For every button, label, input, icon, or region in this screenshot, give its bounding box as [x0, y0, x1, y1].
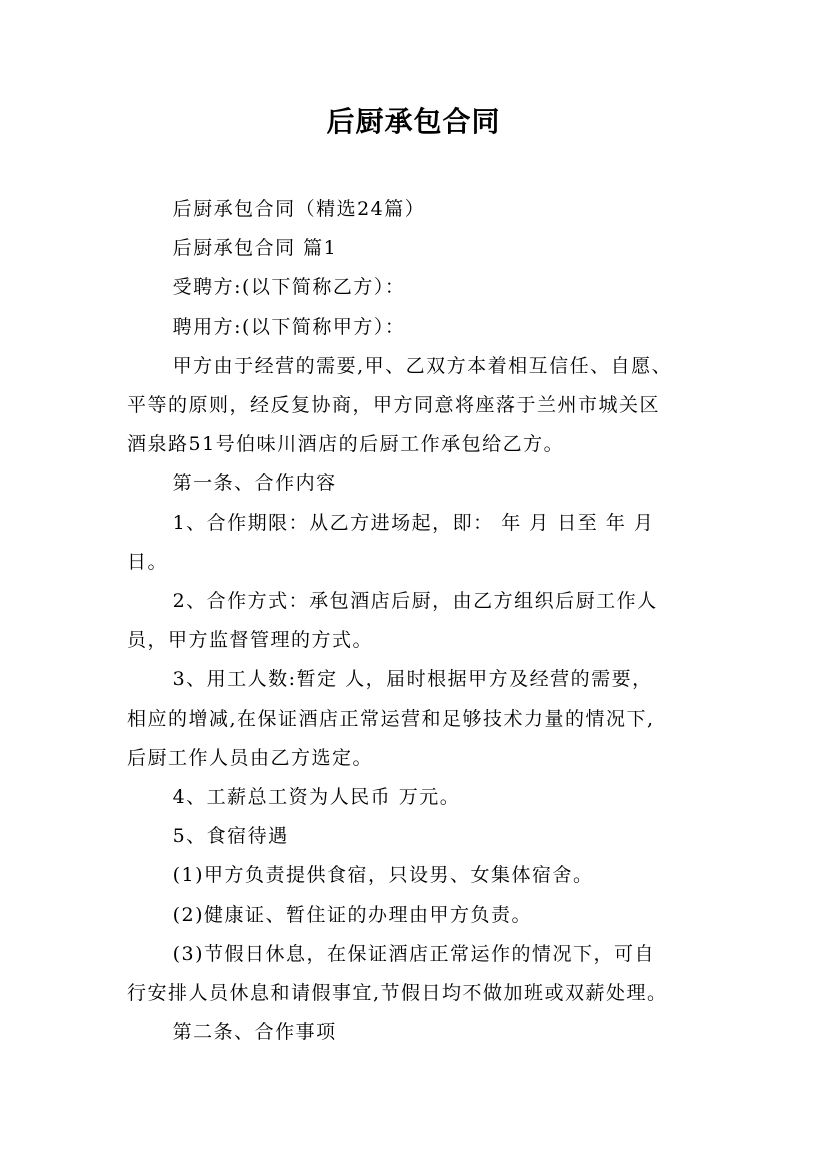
text-line: 行安排人员休息和请假事宜,节假日均不做加班或双薪处理。 — [127, 982, 668, 1005]
text-line: 员，甲方监督管理的方式。 — [127, 629, 374, 652]
paragraph-preamble — [127, 347, 717, 465]
text-line: (3)节假日休息，在保证酒店正常运作的情况下，可自 — [172, 942, 656, 965]
text-line: 第一条、合作内容 — [172, 472, 337, 495]
text-line: 甲方由于经营的需要,甲、乙双方本着相互信任、自愿、 — [172, 354, 673, 377]
paragraph-employer-party — [127, 308, 717, 347]
text-line: 3、用工人数:暂定 人，届时根据甲方及经营的需要， — [172, 668, 653, 691]
paragraph-section-1-heading — [127, 464, 717, 503]
paragraph-article-heading — [127, 229, 717, 268]
paragraph-item-2 — [127, 582, 717, 660]
paragraph-item-5-3 — [127, 935, 717, 1013]
text-line: 2、合作方式：承包酒店后厨，由乙方组织后厨工作人 — [172, 590, 658, 613]
paragraph-item-1 — [127, 504, 717, 582]
text-line: 后厨承包合同 篇1 — [172, 237, 338, 260]
text-line: 后厨承包合同（精选24篇） — [172, 198, 426, 220]
text-line: 相应的增减,在保证酒店正常运营和足够技术力量的情况下, — [127, 707, 655, 730]
paragraph-subtitle — [127, 190, 717, 229]
text-line: 1、合作期限：从乙方进场起，即： 年 月 日至 年 月 — [172, 511, 655, 534]
text-line: (2)健康证、暂住证的办理由甲方负责。 — [172, 903, 533, 926]
paragraph-item-3 — [127, 660, 717, 778]
paragraph-employee-party — [127, 268, 717, 307]
paragraph-section-2-heading — [127, 1013, 717, 1052]
text-line: 平等的原则，经反复协商，甲方同意将座落于兰州市城关区 — [127, 394, 661, 417]
text-line: 酒泉路51号伯味川酒店的后厨工作承包给乙方。 — [127, 433, 565, 456]
text-line: 后厨工作人员由乙方选定。 — [127, 746, 374, 769]
text-line: 4、工薪总工资为人民币 万元。 — [172, 786, 461, 809]
text-line: (1)甲方负责提供食宿，只设男、女集体宿舍。 — [172, 864, 594, 887]
paragraph-item-5 — [127, 817, 717, 856]
paragraph-item-4 — [127, 778, 717, 817]
text-line: 5、食宿待遇 — [172, 825, 289, 848]
document-body — [127, 190, 717, 1052]
paragraph-item-5-1 — [127, 856, 717, 895]
text-line: 受聘方:(以下简称乙方）： — [172, 276, 406, 299]
paragraph-item-5-2 — [127, 896, 717, 935]
text-line: 日。 — [127, 550, 169, 573]
text-line: 第二条、合作事项 — [172, 1021, 337, 1044]
document-title: 后厨承包合同 — [326, 105, 501, 138]
text-line: 聘用方:(以下简称甲方）： — [172, 315, 406, 338]
